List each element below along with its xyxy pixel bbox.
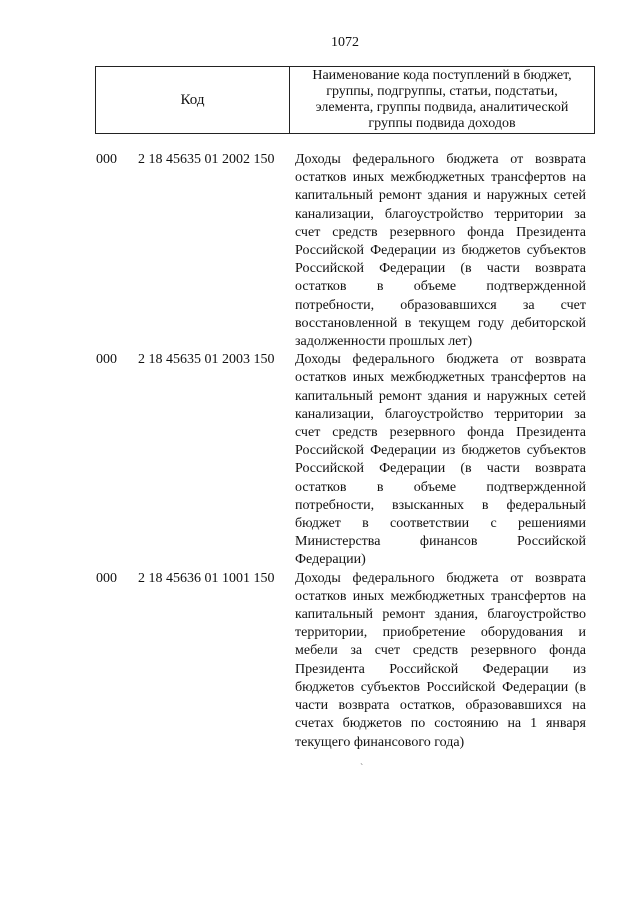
stray-mark: ` [360, 763, 364, 774]
revenue-code: 2 18 45635 01 2003 150 [138, 352, 275, 368]
admin-code: 000 [96, 570, 117, 586]
admin-code: 000 [96, 352, 117, 368]
header-name-cell: Наименование кода поступлений в бюджет, группы, подгруппы, статьи, подстатьи, элемента, группы подвида, аналитической группы подвида доходов [312, 68, 572, 131]
revenue-code: 2 18 45635 01 2002 150 [138, 152, 275, 167]
revenue-description: Доходы федерального бюджета от возврата остатков иных межбюджетных трансфертов на капитальный ремонт здания и наружных сетей канализации, благоустройство территории за счет средств резервного фонда Президента Российской Федерации из бюджетов субъектов Российской Федерации (в части возврата остатков в объеме подтвержденной потребности, образовавшихся за счет восстановленной в текущем году дебиторской задолженности прошлых лет) [295, 152, 586, 350]
revenue-code: 2 18 45636 01 1001 150 [138, 570, 275, 586]
table-header [95, 66, 595, 134]
revenue-description: Доходы федерального бюджета от возврата остатков иных межбюджетных трансфертов на капитальный ремонт здания, благоустройство территории, приобретение оборудования и мебели за счет средств резервного фонда Президента Российской Федерации из бюджетов субъектов Российской Федерации (в части возврата остатков, образовавшихся на счетах бюджетов по состоянию на 1 января текущего финансового года) [295, 570, 586, 750]
table-body [96, 151, 590, 752]
header-code-cell: Код [96, 67, 290, 133]
admin-code: 000 [96, 152, 117, 167]
table-row [96, 151, 590, 351]
table-row [96, 351, 590, 569]
revenue-description: Доходы федерального бюджета от возврата остатков иных межбюджетных трансфертов на капитальный ремонт здания и наружных сетей канализации, благоустройство территории за счет средств резервного фонда Президента Российской Федерации из бюджетов субъектов Российской Федерации (в части возврата остатков в объеме подтвержденной потребности, взысканных в федеральный бюджет в соответствии с решениями Министерства финансов Российской Федерации) [295, 352, 586, 568]
page-number: 1072 [331, 35, 359, 50]
table-row [96, 570, 590, 752]
